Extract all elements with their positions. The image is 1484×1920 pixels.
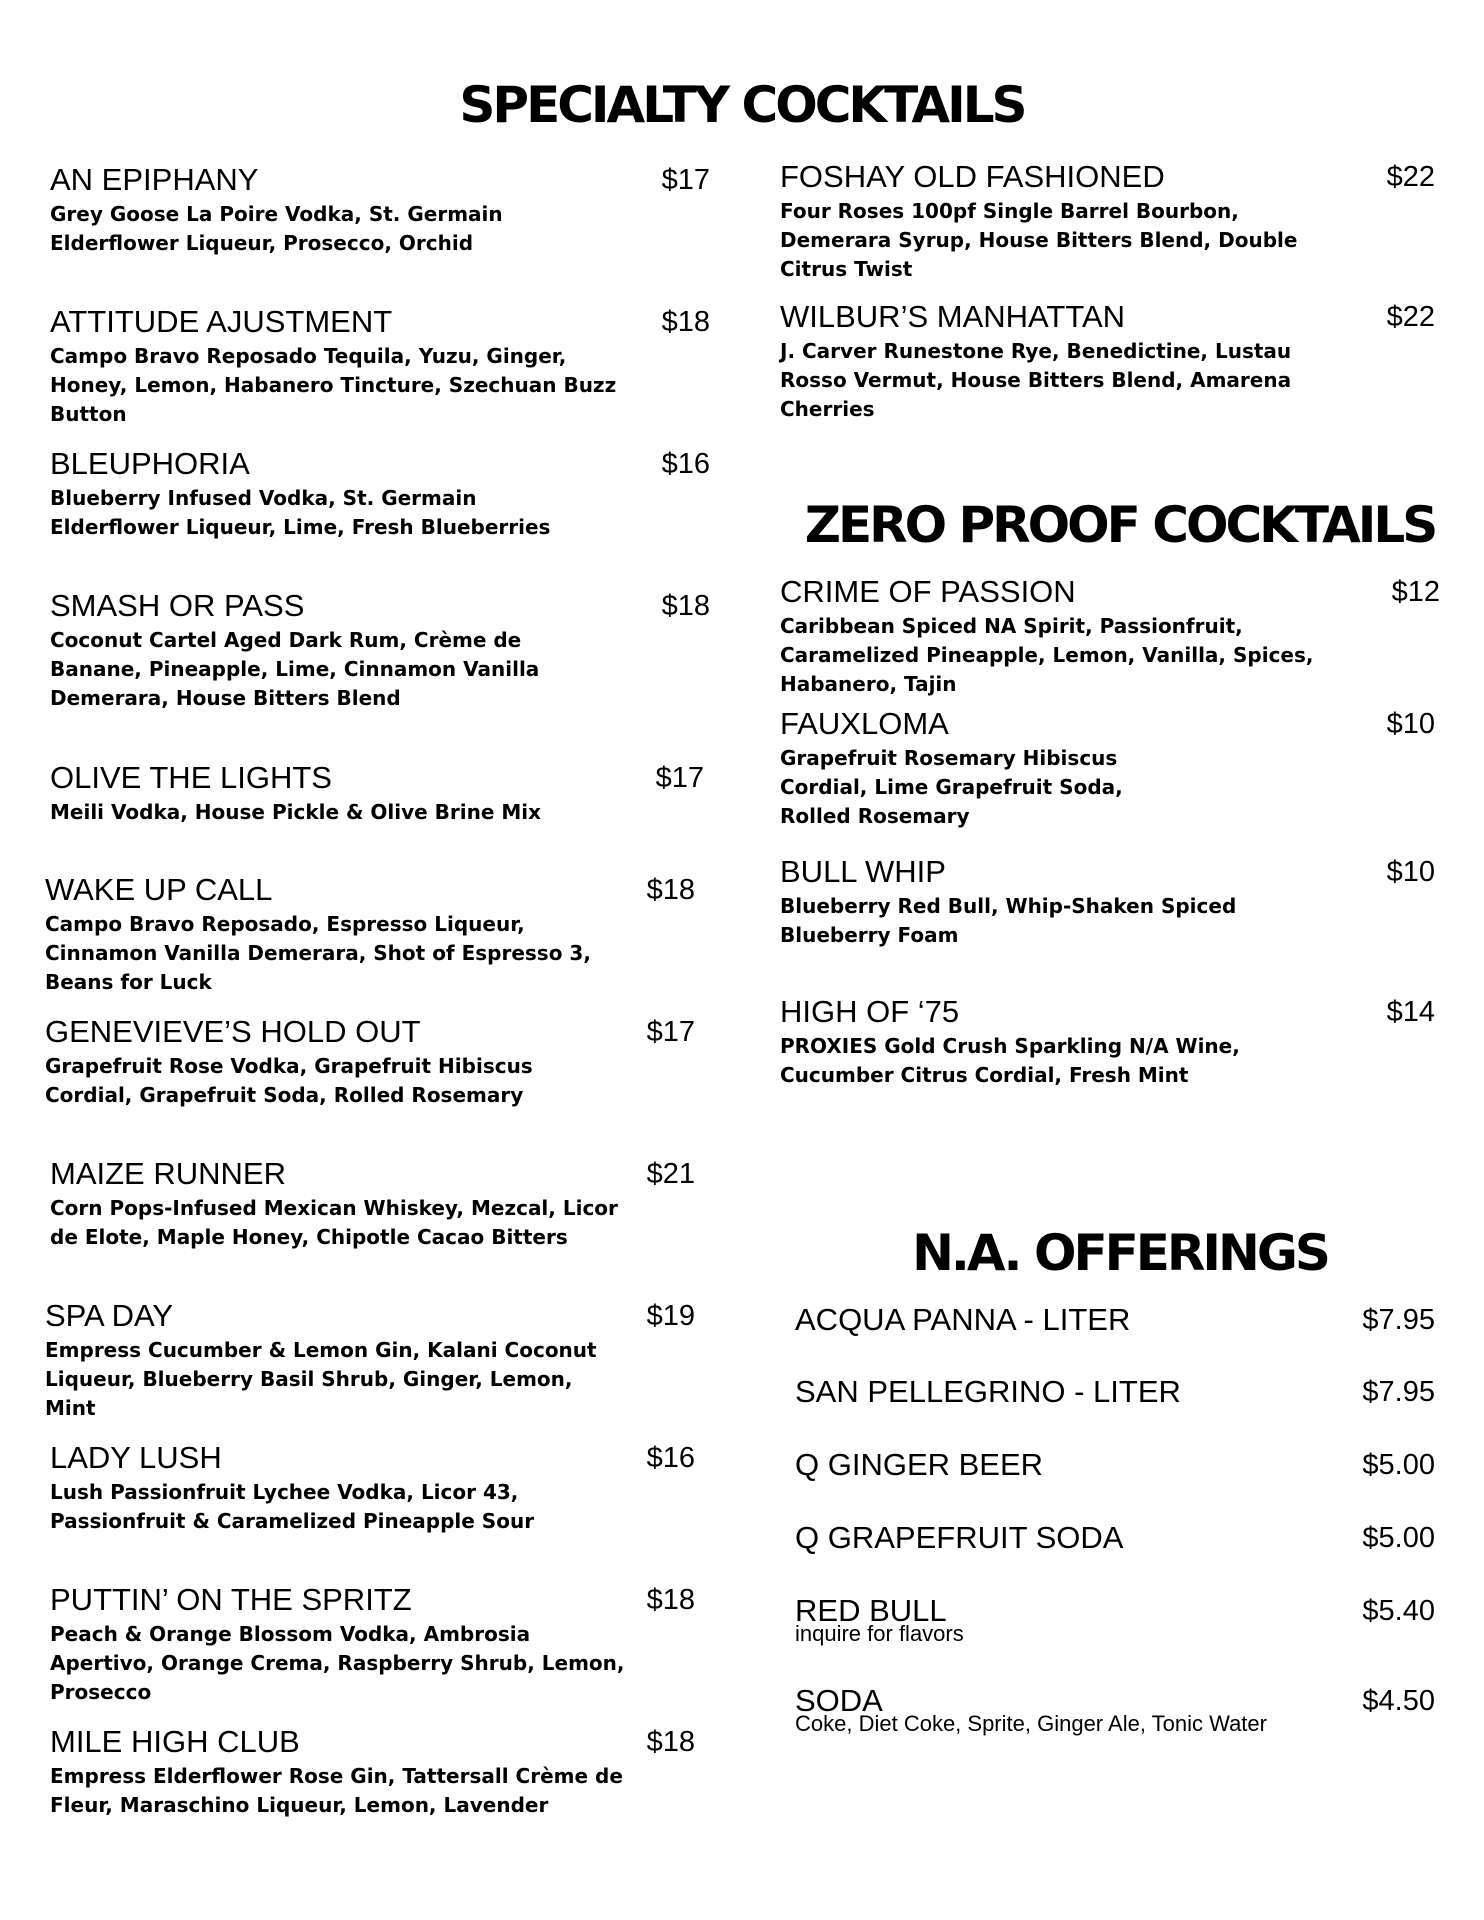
item-price: $16 xyxy=(646,1442,695,1474)
menu-item xyxy=(50,160,710,258)
item-description: J. Carver Runestone Rye, Benedictine, Lustau Rosso Vermut, House Bitters Blend, Amarena Cherries xyxy=(780,339,1292,421)
item-name: FAUXLOMA xyxy=(780,706,949,741)
menu-item xyxy=(795,1445,1435,1485)
item-name: GENEVIEVE’S HOLD OUT xyxy=(45,1014,421,1049)
item-price: $18 xyxy=(646,1584,695,1616)
menu-item xyxy=(50,586,710,713)
item-description: Peach & Orange Blossom Vodka, Ambrosia Apertivo, Orange Crema, Raspberry Shrub, Lemon, Prosecco xyxy=(50,1622,625,1704)
menu-item xyxy=(780,157,1435,284)
item-description: Meili Vodka, House Pickle & Olive Brine Mix xyxy=(50,800,542,824)
menu-item xyxy=(50,1722,695,1820)
item-description: Grapefruit Rose Vodka, Grapefruit Hibiscus Cordial, Grapefruit Soda, Rolled Rosemary xyxy=(45,1054,533,1107)
item-price: $10 xyxy=(1386,708,1435,740)
item-name: PUTTIN’ ON THE SPRITZ xyxy=(50,1582,412,1617)
item-description: Blueberry Infused Vodka, St. Germain Elderflower Liqueur, Lime, Fresh Blueberries xyxy=(50,486,551,539)
menu-item xyxy=(50,302,710,429)
menu-item xyxy=(50,444,710,542)
menu-item xyxy=(795,1372,1435,1412)
item-description: Campo Bravo Reposado, Espresso Liqueur, Cinnamon Vanilla Demerara, Shot of Espresso 3, Beans for Luck xyxy=(45,912,591,994)
item-price: $19 xyxy=(646,1300,695,1332)
menu-item xyxy=(795,1591,1435,1645)
item-name: CRIME OF PASSION xyxy=(780,574,1076,609)
item-description: Blueberry Red Bull, Whip-Shaken Spiced Blueberry Foam xyxy=(780,894,1237,947)
item-name: AN EPIPHANY xyxy=(50,162,259,197)
item-description: Four Roses 100pf Single Barrel Bourbon, Demerara Syrup, House Bitters Blend, Double Citrus Twist xyxy=(780,199,1298,281)
item-price: $14 xyxy=(1386,996,1435,1028)
menu-item xyxy=(780,572,1440,699)
zero-proof-title: ZERO PROOF COCKTAILS xyxy=(804,496,1436,554)
menu-item xyxy=(45,1012,695,1110)
item-description: Empress Cucumber & Lemon Gin, Kalani Coconut Liqueur, Blueberry Basil Shrub, Ginger, Lemon, Mint xyxy=(45,1338,597,1420)
item-note: Coke, Diet Coke, Sprite, Ginger Ale, Tonic Water xyxy=(795,1711,1267,1736)
item-name: MILE HIGH CLUB xyxy=(50,1724,300,1759)
item-price: $21 xyxy=(646,1158,695,1190)
item-price: $7.95 xyxy=(1362,1376,1435,1408)
item-price: $18 xyxy=(646,874,695,906)
item-description: Caribbean Spiced NA Spirit, Passionfruit, Caramelized Pineapple, Lemon, Vanilla, Spices, Habanero, Tajin xyxy=(780,614,1314,696)
menu-item xyxy=(780,852,1435,950)
item-name: RED BULL xyxy=(795,1593,947,1628)
item-name: MAIZE RUNNER xyxy=(50,1156,286,1191)
item-price: $5.00 xyxy=(1362,1522,1435,1554)
menu-item xyxy=(795,1681,1435,1735)
item-price: $17 xyxy=(646,1016,695,1048)
item-price: $18 xyxy=(661,590,710,622)
item-description: Lush Passionfruit Lychee Vodka, Licor 43, Passionfruit & Caramelized Pineapple Sour xyxy=(50,1480,535,1533)
item-name: BLEUPHORIA xyxy=(50,446,250,481)
item-price: $18 xyxy=(646,1726,695,1758)
item-name: Q GINGER BEER xyxy=(795,1447,1044,1482)
item-price: $5.00 xyxy=(1362,1449,1435,1481)
menu-item xyxy=(795,1300,1435,1340)
item-price: $17 xyxy=(661,164,710,196)
menu-item xyxy=(50,1580,695,1707)
item-description: Grey Goose La Poire Vodka, St. Germain Elderflower Liqueur, Prosecco, Orchid xyxy=(50,202,503,255)
menu-item xyxy=(50,758,704,827)
item-name: FOSHAY OLD FASHIONED xyxy=(780,159,1165,194)
menu-item xyxy=(45,870,695,997)
item-name: SPA DAY xyxy=(45,1298,174,1333)
menu-item xyxy=(45,1296,695,1423)
item-price: $12 xyxy=(1391,576,1440,608)
item-price: $16 xyxy=(661,448,710,480)
item-name: LADY LUSH xyxy=(50,1440,222,1475)
item-description: Grapefruit Rosemary Hibiscus Cordial, Lime Grapefruit Soda, Rolled Rosemary xyxy=(780,746,1123,828)
item-price: $10 xyxy=(1386,856,1435,888)
menu-item xyxy=(780,992,1435,1090)
item-description: PROXIES Gold Crush Sparkling N/A Wine, Cucumber Citrus Cordial, Fresh Mint xyxy=(780,1034,1240,1087)
item-price: $18 xyxy=(661,306,710,338)
item-name: BULL WHIP xyxy=(780,854,946,889)
item-price: $7.95 xyxy=(1362,1304,1435,1336)
item-name: SAN PELLEGRINO - LITER xyxy=(795,1374,1181,1409)
na-offerings-title: N.A. OFFERINGS xyxy=(912,1224,1328,1282)
item-name: WAKE UP CALL xyxy=(45,872,273,907)
item-price: $4.50 xyxy=(1362,1685,1435,1717)
item-description: Corn Pops-Infused Mexican Whiskey, Mezcal, Licor de Elote, Maple Honey, Chipotle Cacao Bitters xyxy=(50,1196,618,1249)
item-name: OLIVE THE LIGHTS xyxy=(50,760,332,795)
item-name: ATTITUDE AJUSTMENT xyxy=(50,304,393,339)
menu-item xyxy=(780,704,1435,831)
item-name: WILBUR’S MANHATTAN xyxy=(780,299,1126,334)
item-price: $22 xyxy=(1386,161,1435,193)
item-description: Coconut Cartel Aged Dark Rum, Crème de Banane, Pineapple, Lime, Cinnamon Vanilla Demerara, House Bitters Blend xyxy=(50,628,540,710)
item-name: HIGH OF ‘75 xyxy=(780,994,960,1029)
menu-item xyxy=(50,1438,695,1536)
menu-item xyxy=(780,297,1435,424)
item-description: Empress Elderflower Rose Gin, Tattersall Crème de Fleur, Maraschino Liqueur, Lemon, Lavender xyxy=(50,1764,623,1817)
item-name: ACQUA PANNA - LITER xyxy=(795,1302,1131,1337)
item-name: Q GRAPEFRUIT SODA xyxy=(795,1520,1124,1555)
menu-item xyxy=(795,1518,1435,1558)
item-name: SMASH OR PASS xyxy=(50,588,305,623)
item-note: inquire for flavors xyxy=(795,1621,964,1646)
item-price: $5.40 xyxy=(1362,1595,1435,1627)
page-title: SPECIALTY COCKTAILS xyxy=(459,76,1025,134)
item-name: SODA xyxy=(795,1683,883,1718)
item-price: $22 xyxy=(1386,301,1435,333)
item-description: Campo Bravo Reposado Tequila, Yuzu, Ginger, Honey, Lemon, Habanero Tincture, Szechuan Buzz Button xyxy=(50,344,617,426)
item-price: $17 xyxy=(655,762,704,794)
menu-item xyxy=(50,1154,695,1252)
